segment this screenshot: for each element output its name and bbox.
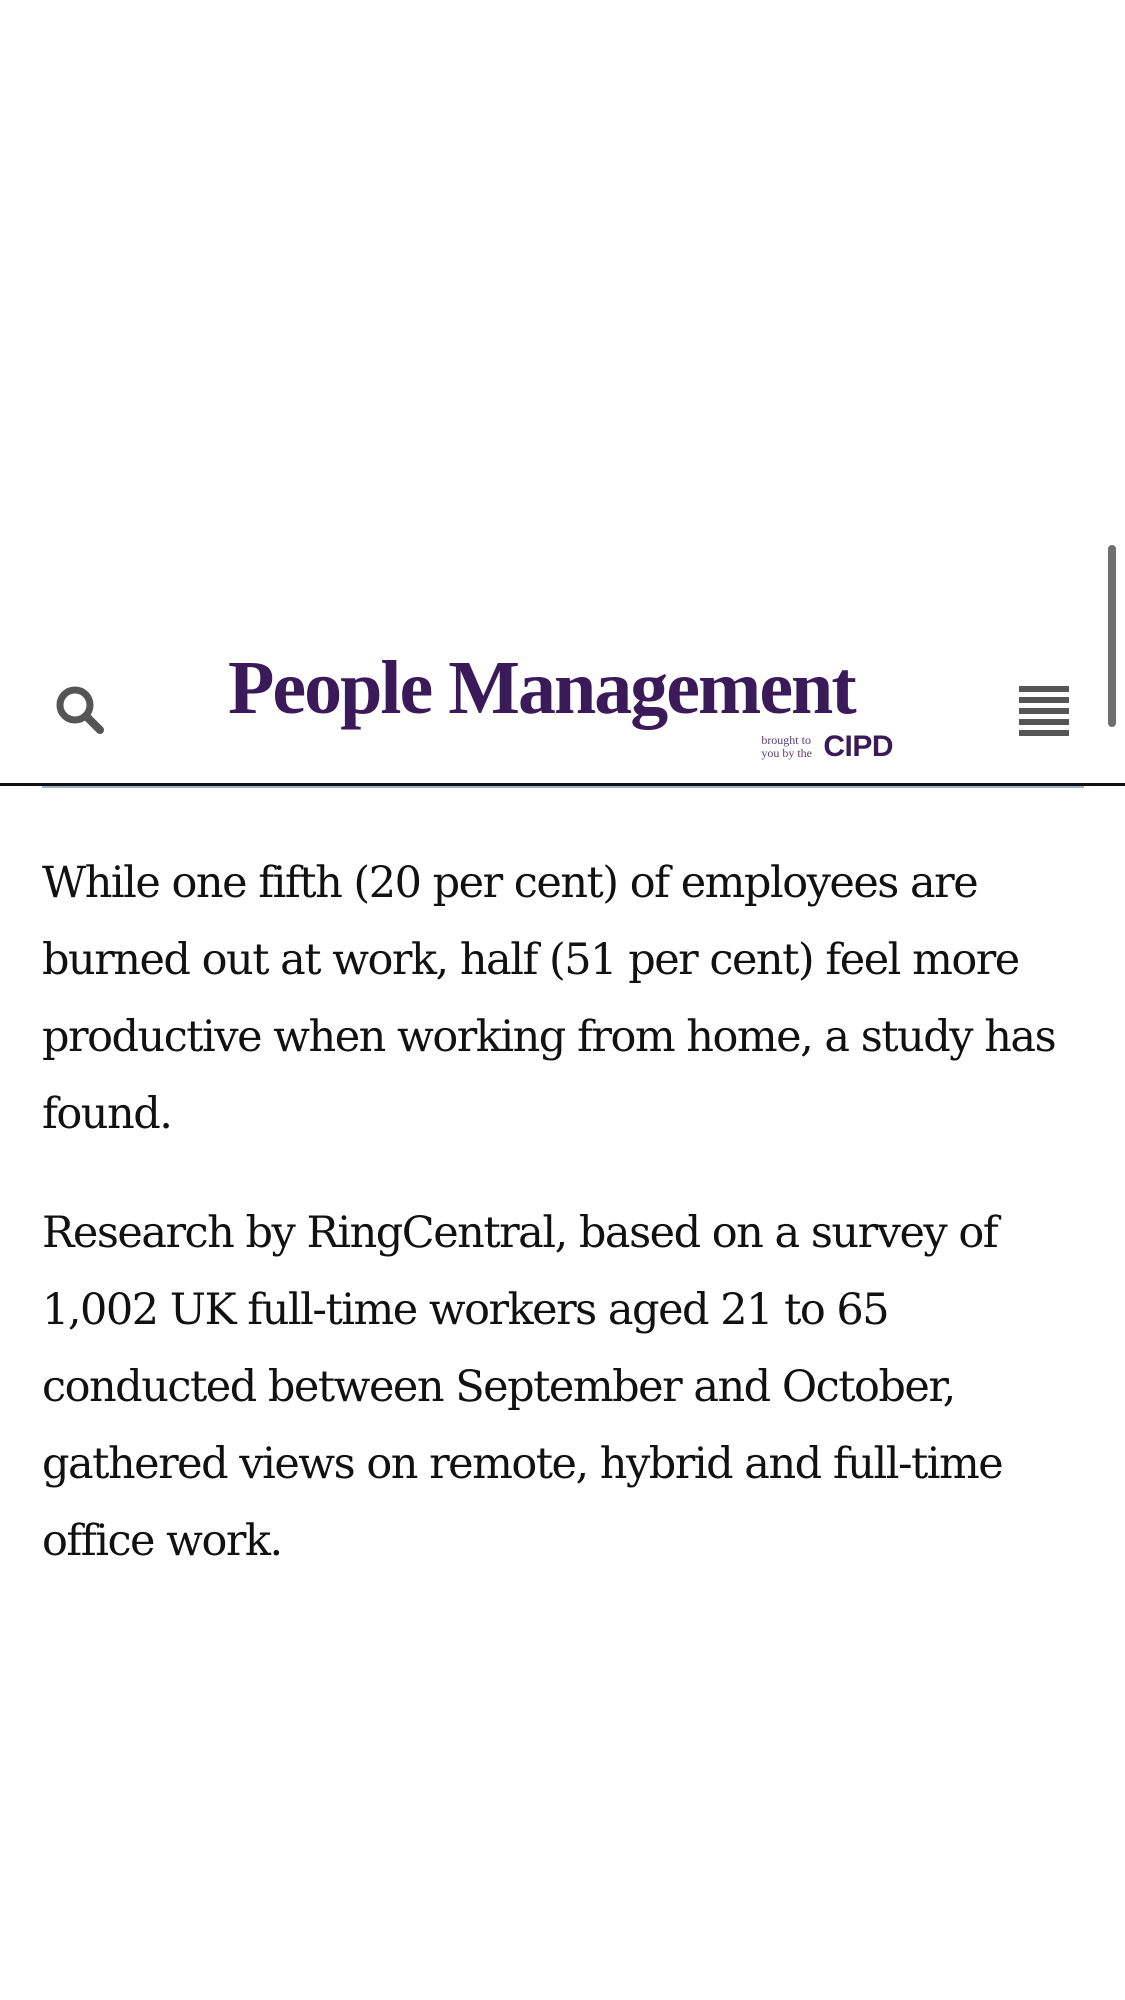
- logo-brought-line-1: brought to: [761, 733, 811, 747]
- search-button[interactable]: [50, 680, 110, 740]
- article-paragraph: Research by RingCentral, based on a survey of 1,002 UK full-time workers aged 21 to 65 conducted between September and October, gathered views on remote, hybrid and full-time office work.: [42, 1208, 1003, 1566]
- hamburger-menu-icon: [1015, 682, 1073, 738]
- site-logo[interactable]: [228, 646, 893, 770]
- search-icon: [50, 680, 110, 740]
- article-body: [42, 845, 1092, 1622]
- logo-cipd: CIPD: [823, 730, 893, 763]
- logo-brought-text: [761, 734, 817, 760]
- page-scrollbar[interactable]: [1108, 545, 1116, 727]
- logo-title: People Management: [228, 646, 855, 730]
- header-accent-line: [42, 786, 1084, 788]
- logo-cipd-tagline: [761, 732, 893, 762]
- logo-brought-line-2: you by the: [761, 746, 812, 760]
- site-header: [0, 640, 1125, 785]
- menu-button[interactable]: [1015, 682, 1073, 738]
- article-paragraph: While one fifth (20 per cent) of employees are burned out at work, half (51 per cent) feel more productive when working from home, a study has found.: [42, 858, 1056, 1139]
